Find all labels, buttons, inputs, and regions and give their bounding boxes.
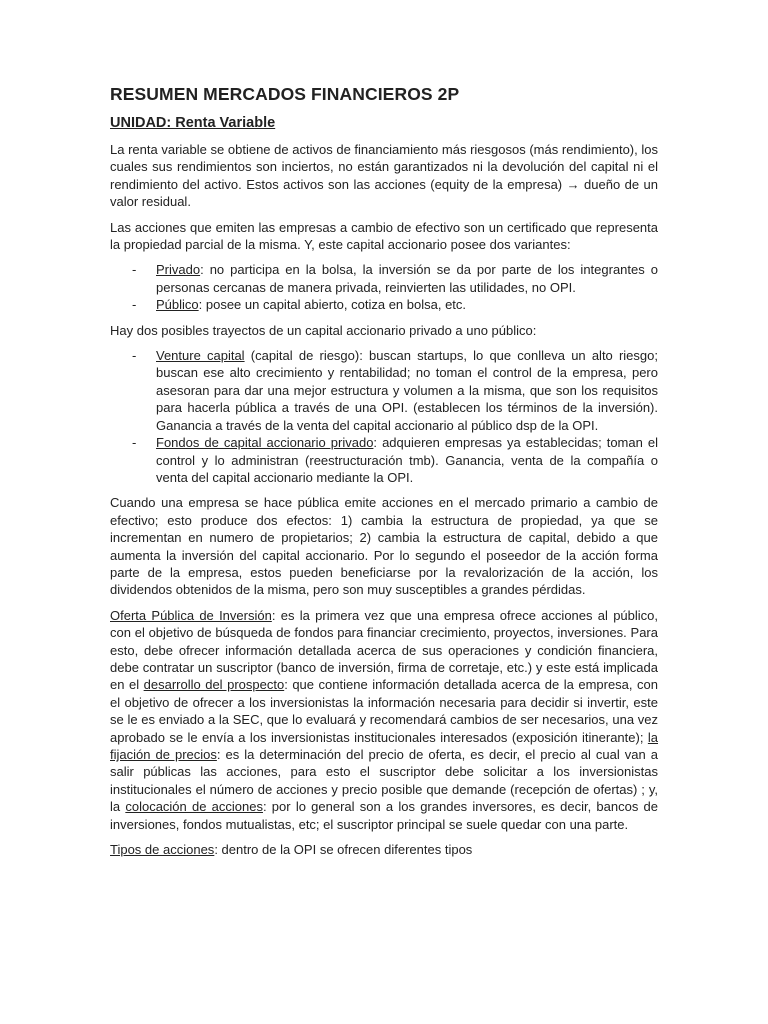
paragraph-trayectos: Hay dos posibles trayectos de un capital accionario privado a uno público: xyxy=(110,322,537,338)
unit-heading: UNIDAD: Renta Variable xyxy=(110,115,276,131)
list-trayectos xyxy=(110,347,658,486)
opi-text-2: : que contiene información detallada acerca de la empresa, con el objetivo de ofrecer a los inversionistas la información necesaria para decidir si invertir, este se le es enviado a la SEC, que lo evaluará y recomendará cambios de ser necesarios, una vez aprobado se le envía a los inversionistas institucionales interesados (exposición itinerante); xyxy=(110,677,659,745)
term-desarrollo-prospecto: desarrollo del prospecto xyxy=(143,677,285,693)
term-publico: Público xyxy=(156,297,199,313)
paragraph-empresa-publica: Cuando una empresa se hace pública emite acciones en el mercado primario a cambio de efectivo; esto produce dos efectos: 1) cambia la estructura de propiedad, ya que se incrementan en numero de propietarios; 2) cambia la estructura de capital, debido a que aumenta la inversión del capital accionario. Por lo segundo el poseedor de la acción forma parte de la empresa, estos pueden beneficiarse por la revalorización de la acción, los dividendos obtenidos de la misma, pero son muy susceptibles a grandes pérdidas. xyxy=(110,495,658,598)
term-privado: Privado xyxy=(156,262,201,278)
opi-text-1: : es la primera vez que una empresa ofrece acciones al público, con el objetivo de búsqueda de fondos para financiar crecimiento, proyectos, inversiones. Para esto, debe ofrecer información detallada acerca de sus operaciones y condición financiera, debe contratar un suscriptor (banco de inversión, firma de corretaje, etc.) y este está implicada en el xyxy=(110,607,659,693)
term-fondos-capital: Fondos de capital accionario privado xyxy=(156,435,374,451)
opi-text-3: : es la determinación del precio de oferta, es decir, el precio al cual van a salir públicas las acciones, para esto el suscriptor debe solicitar a los inversionistas institucionales el número de acciones y precio posible que demande (recepción de ofertas) ; y, la xyxy=(110,747,658,815)
paragraph-opi xyxy=(110,607,658,833)
list-variantes xyxy=(110,261,658,313)
tipos-acciones-text: : dentro de la OPI se ofrecen diferentes tipos xyxy=(214,842,473,858)
list-dash: - xyxy=(132,348,137,364)
term-fijacion-precios: la fijación de precios xyxy=(110,729,658,762)
list-item-venture-capital xyxy=(110,347,658,434)
list-item-privado xyxy=(110,261,658,296)
list-item-text: : posee un capital abierto, cotiza en bolsa, etc. xyxy=(198,297,467,313)
term-tipos-acciones: Tipos de acciones xyxy=(110,842,215,858)
list-item-text: (capital de riesgo): buscan startups, lo que conlleva un alto riesgo; buscan ese alto crecimiento y rentabilidad; no toman el control de la empresa, pero asesoran para dar una mejor estructura y volumen a la misma, que son los requisitos para hacerla pública a través de una OPI. (establecen los términos de la inversión). Ganancia a través de la venta del capital accionario al público dsp de la OPI. xyxy=(156,348,658,433)
list-dash: - xyxy=(132,297,137,313)
list-item-text: : adquieren empresas ya establecidas; toman el control y lo administran (reestructuración tmb). Ganancia, venta de la compañía o venta del capital accionario mediante la OPI. xyxy=(156,435,658,485)
list-item-text: : no participa en la bolsa, la inversión se da por parte de los integrantes o personas cercanas de manera privada, reinvierten las utilidades, no OPI. xyxy=(156,262,658,295)
paragraph-renta-variable: La renta variable se obtiene de activos de financiamiento más riesgosos (más rendimiento), los cuales sus rendimientos son inciertos, no están garantizados ni la devolución del capital ni el rendimiento del activo. Estos activos son las acciones (equity de la empresa) → dueño de un valor residual. xyxy=(110,142,658,210)
list-dash: - xyxy=(132,262,137,278)
opi-text-4: : por lo general son a los grandes inversores, es decir, bancos de inversiones, fondos mutualistas, etc; el suscriptor principal se suele quedar con una parte. xyxy=(110,799,659,832)
paragraph-tipos-acciones xyxy=(110,841,658,858)
term-opi: Oferta Pública de Inversión xyxy=(110,607,272,623)
paragraph-acciones: Las acciones que emiten las empresas a cambio de efectivo son un certificado que representa la propiedad parcial de la misma. Y, este capital accionario posee dos variantes: xyxy=(110,219,658,253)
document-title: RESUMEN MERCADOS FINANCIEROS 2P xyxy=(110,84,460,104)
list-item-publico xyxy=(110,296,658,313)
term-venture-capital: Venture capital xyxy=(156,348,245,364)
list-dash: - xyxy=(132,435,137,451)
term-colocacion-acciones: colocación de acciones xyxy=(125,799,263,815)
list-item-fondos-capital xyxy=(110,434,658,486)
